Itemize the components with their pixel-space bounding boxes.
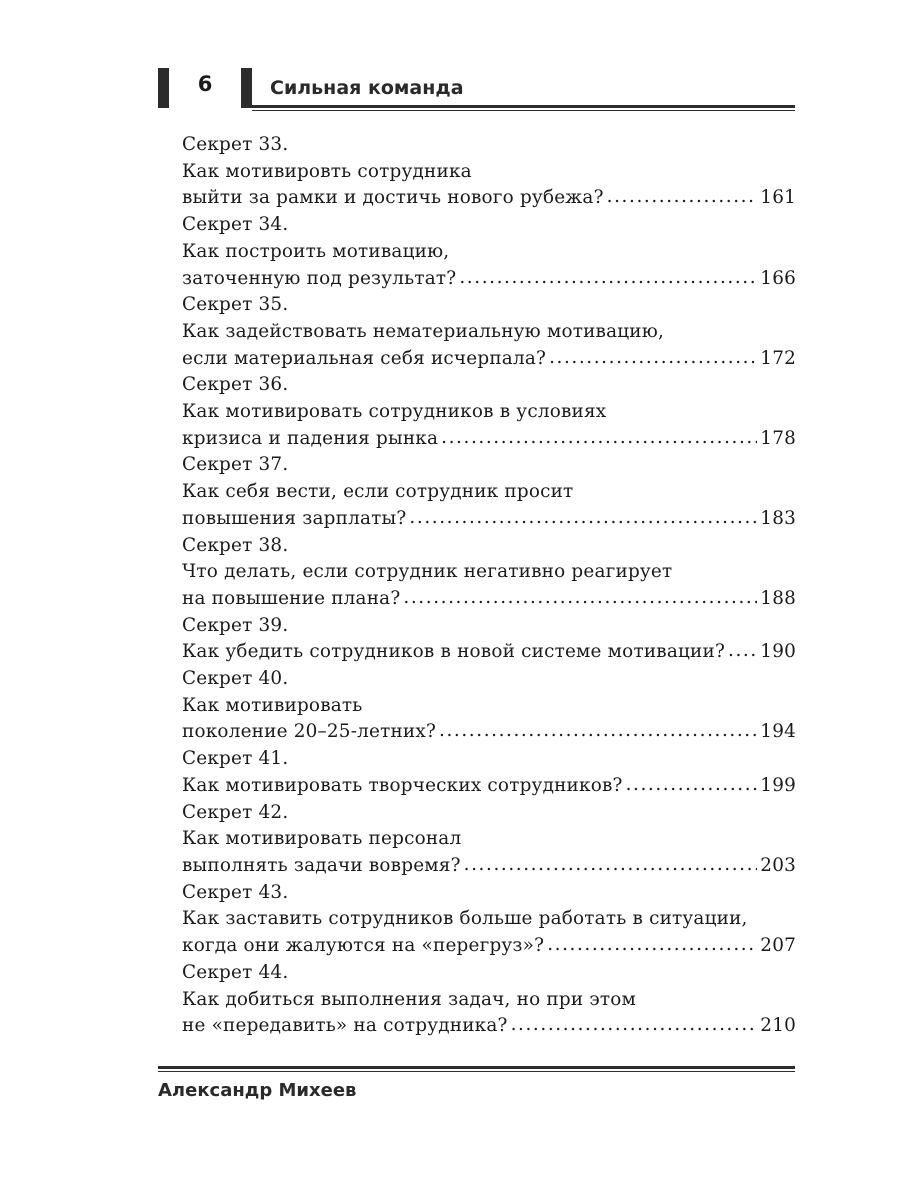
toc-entry-title-last-line — [182, 1013, 796, 1040]
toc-entry-title-line: Как мотивировать персонал — [182, 828, 462, 850]
toc-entry — [182, 800, 796, 880]
toc-entry-title-line: Что делать, если сотрудник негативно реагирует — [182, 561, 673, 583]
toc-entry-page: 188 — [760, 587, 796, 609]
toc-entry-label: Секрет 41. — [182, 748, 289, 770]
dot-leader — [728, 638, 757, 665]
toc-entry — [182, 372, 796, 452]
footer-rule — [158, 1066, 795, 1069]
toc-entry-title-text: на повышение плана? — [182, 587, 401, 609]
page-header — [0, 0, 900, 130]
toc-entry-title-text: Как мотивировать творческих сотрудников? — [182, 774, 623, 796]
toc-entry-title-line: Как добиться выполнения задач, но при этом — [182, 988, 636, 1010]
table-of-contents — [182, 132, 796, 1040]
toc-entry-page: 190 — [760, 641, 796, 663]
toc-entry-page: 199 — [760, 774, 796, 796]
toc-entry-page: 178 — [760, 427, 796, 449]
toc-entry-title-last-line — [182, 185, 796, 212]
dot-leader — [441, 425, 757, 452]
toc-entry — [182, 880, 796, 960]
toc-entry-page: 183 — [760, 507, 796, 529]
toc-entry-title-line: Как задействовать нематериальную мотивацию, — [182, 320, 665, 342]
page-number: 6 — [197, 72, 213, 96]
toc-entry-title-text: заточенную под результат? — [182, 267, 457, 289]
dot-leader — [626, 772, 758, 799]
dot-leader — [607, 184, 758, 211]
toc-entry-page: 172 — [760, 347, 796, 369]
dot-leader — [409, 505, 757, 532]
dot-leader — [459, 265, 757, 292]
toc-entry-label: Секрет 37. — [182, 454, 289, 476]
toc-entry-title-line: Как себя вести, если сотрудник просит — [182, 481, 574, 503]
header-bar-divider — [241, 68, 252, 108]
toc-entry-page: 207 — [760, 935, 796, 957]
toc-entry-title-line: Как построить мотивацию, — [182, 240, 450, 262]
toc-entry-title-last-line — [182, 346, 796, 373]
toc-entry-title-line: Как мотивировть сотрудника — [182, 160, 472, 182]
toc-entry-title-last-line — [182, 719, 796, 746]
book-title: Сильная команда — [270, 77, 464, 99]
toc-entry-label: Секрет 38. — [182, 534, 289, 556]
dot-leader — [439, 718, 757, 745]
toc-entry-page: 194 — [760, 721, 796, 743]
dot-leader — [464, 852, 758, 879]
toc-entry-title-line: Как мотивировать сотрудников в условиях — [182, 401, 607, 423]
toc-entry-label: Секрет 36. — [182, 374, 289, 396]
dot-leader — [549, 345, 757, 372]
header-bar-left — [158, 68, 169, 108]
footer-rule-thin — [158, 1071, 795, 1072]
toc-entry — [182, 666, 796, 746]
toc-entry — [182, 746, 796, 799]
toc-entry-title-line: Как заставить сотрудников больше работать в ситуации, — [182, 908, 748, 930]
toc-entry — [182, 452, 796, 532]
toc-entry-title-last-line — [182, 266, 796, 293]
toc-entry-label: Секрет 34. — [182, 214, 289, 236]
toc-entry-title-text: не «передавить» на сотрудника? — [182, 1015, 508, 1037]
toc-entry-title-text: Как убедить сотрудников в новой системе мотивации? — [182, 641, 726, 663]
toc-entry — [182, 613, 796, 666]
toc-entry-page: 161 — [760, 187, 796, 209]
toc-entry-label: Секрет 39. — [182, 614, 289, 636]
dot-leader — [403, 585, 757, 612]
toc-entry-title-last-line — [182, 933, 796, 960]
dot-leader — [547, 932, 757, 959]
toc-entry-label: Секрет 35. — [182, 294, 289, 316]
toc-entry-title-text: когда они жалуются на «перегруз»? — [182, 935, 545, 957]
toc-entry-title-text: если материальная себя исчерпала? — [182, 347, 547, 369]
toc-entry-label: Секрет 33. — [182, 134, 289, 155]
toc-entry-page: 203 — [760, 854, 796, 876]
toc-entry-title-last-line — [182, 639, 796, 666]
toc-entry — [182, 533, 796, 613]
toc-entry-title-last-line — [182, 853, 796, 880]
toc-entry — [182, 292, 796, 372]
toc-entry-title-text: кризиса и падения рынка — [182, 427, 439, 449]
toc-entry-title-line: Как мотивировать — [182, 694, 363, 716]
header-rule-thin — [252, 110, 795, 111]
header-rule — [252, 105, 795, 108]
toc-entry-page: 166 — [760, 267, 796, 289]
toc-entry-label: Секрет 44. — [182, 961, 289, 983]
toc-entry-title-text: выполнять задачи вовремя? — [182, 854, 461, 876]
toc-entry-title-last-line — [182, 773, 796, 800]
toc-entry-title-text: повышения зарплаты? — [182, 507, 407, 529]
author-name: Александр Михеев — [158, 1080, 357, 1101]
toc-entry-title-last-line — [182, 586, 796, 613]
toc-entry-label: Секрет 40. — [182, 668, 289, 690]
toc-entry-label: Секрет 42. — [182, 801, 289, 823]
dot-leader — [511, 1012, 758, 1039]
toc-entry-title-last-line — [182, 426, 796, 453]
toc-entry-title-text: поколение 20–25-летних? — [182, 721, 437, 743]
toc-entry-label: Секрет 43. — [182, 881, 289, 903]
toc-entry-title-text: выйти за рамки и достичь нового рубежа? — [182, 187, 604, 209]
toc-entry-title-last-line — [182, 506, 796, 533]
toc-entry-page: 210 — [760, 1015, 796, 1037]
toc-entry — [182, 132, 796, 212]
toc-entry — [182, 960, 796, 1040]
toc-entry — [182, 212, 796, 292]
